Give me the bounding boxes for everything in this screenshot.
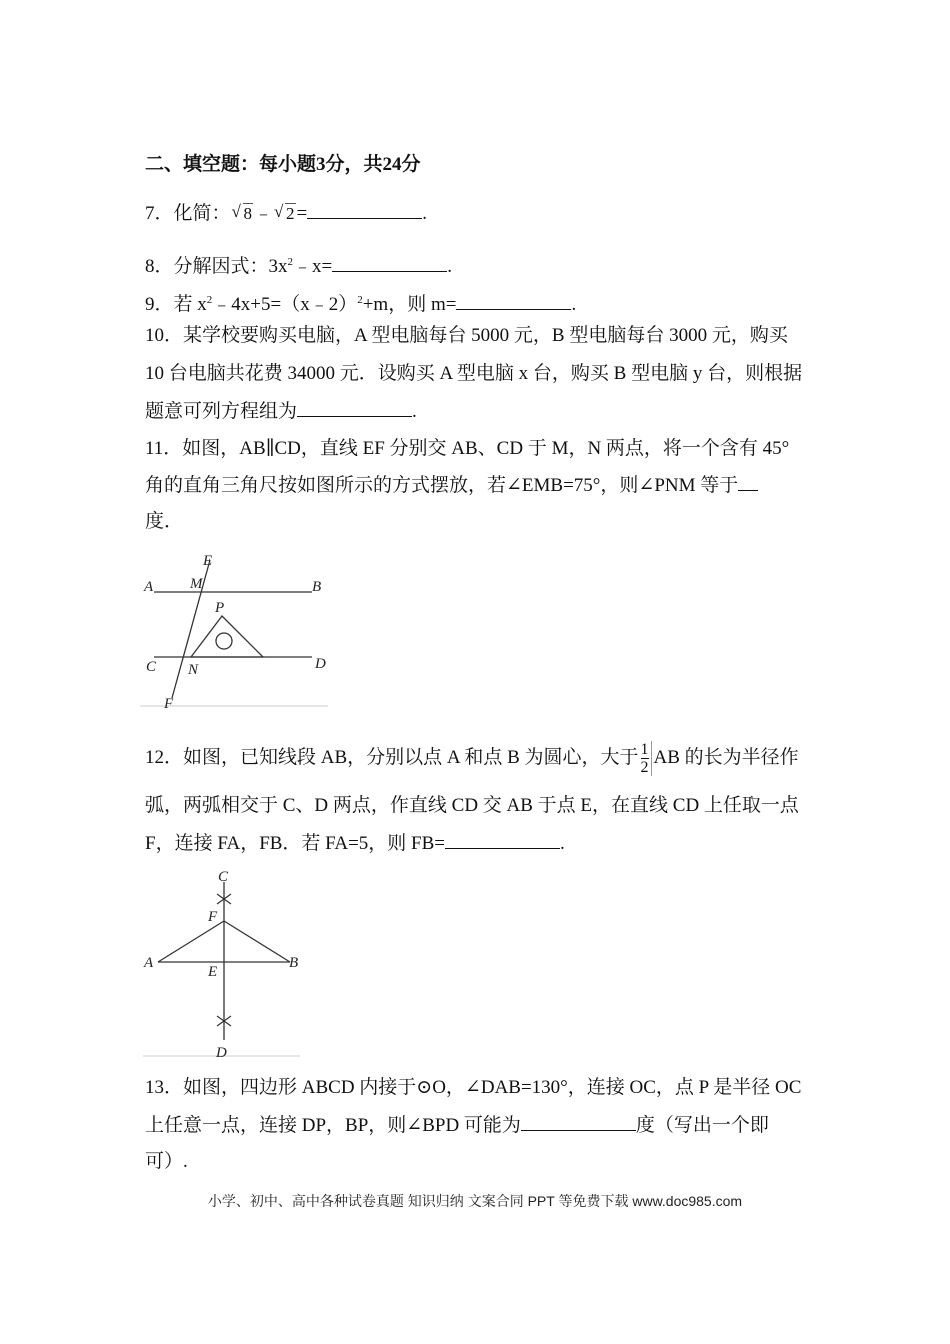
q7-minus: ﹣: [254, 203, 274, 224]
question-10-line-1: 10．某学校要购买电脑，A 型电脑每台 5000 元，B 型电脑每台 3000 元，购买: [145, 325, 788, 346]
q13-line2-rest: 度（写出一个即: [635, 1115, 769, 1136]
q12-line1-text: 12．如图，已知线段 AB，分别以点 A 和点 B 为圆心，大于: [145, 746, 639, 768]
question-11-line-1: 11．如图，AB∥CD，直线 EF 分别交 AB、CD 于 M，N 两点，将一个含有 45°: [145, 438, 790, 459]
question-13-line-3: 可）.: [145, 1151, 188, 1172]
q7-prefix: 7．化简：: [145, 203, 231, 224]
label-e: E: [203, 553, 213, 569]
q12-line1-rest: AB 的长为半径作: [653, 746, 799, 768]
q10-end: .: [412, 401, 417, 422]
q9-exponent: 2: [206, 294, 213, 306]
q8-exponent: 2: [287, 256, 294, 268]
q9-end: .: [571, 294, 577, 315]
answer-blank-7[interactable]: [307, 200, 422, 219]
label-d: D: [216, 1045, 227, 1061]
q9-prefix: 9．若 x: [145, 294, 207, 315]
question-7: [145, 200, 427, 227]
label-b: B: [312, 579, 322, 595]
sqrt-2: √ 2: [274, 202, 295, 223]
label-f: F: [208, 909, 218, 925]
label-e: E: [208, 964, 218, 980]
label-a: A: [144, 579, 154, 595]
q7-equals: =: [296, 203, 308, 224]
label-a: A: [144, 955, 154, 971]
label-c: C: [146, 659, 157, 675]
answer-blank-10[interactable]: [297, 398, 412, 417]
section-title: 二、填空题：每小题3分，共24分: [145, 154, 421, 175]
footer-watermark: 小学、初中、高中各种试卷真题 知识归纳 文案合同 PPT 等免费下载 www.doc985.com: [207, 1193, 743, 1209]
label-p: P: [215, 600, 225, 616]
question-10-line-3: [145, 398, 417, 425]
question-11-line-3: 度．: [145, 511, 184, 532]
label-m: M: [190, 576, 203, 592]
answer-blank-8[interactable]: [332, 253, 447, 272]
label-d: D: [315, 656, 326, 672]
sqrt-8: √ 8: [231, 202, 253, 223]
segment-fb: [224, 921, 290, 962]
q12-line3-text: F，连接 FA，FB．若 FA=5，则 FB=: [145, 833, 445, 854]
question-12-line-2: 弧，两弧相交于 C、D 两点，作直线 CD 交 AB 于点 E，在直线 CD 上任取一点: [145, 795, 799, 816]
label-n: N: [188, 662, 199, 678]
q8-end: .: [447, 256, 452, 277]
q9-rest: +m，则 m=: [362, 294, 457, 315]
q11-line2-text: 角的直角三角尺按如图所示的方式摆放，若∠EMB=75°，则∠PNM 等于: [145, 475, 739, 496]
figure-q11: [140, 548, 330, 710]
question-12-line-3: [145, 830, 565, 857]
q12-end: .: [559, 833, 565, 854]
fraction-one-half: $\frac{1}{2}$: [641, 741, 652, 776]
segment-fa: [158, 921, 224, 962]
triangle-ruler: [191, 616, 263, 657]
question-12-line-1: [145, 741, 799, 776]
label-f: F: [164, 696, 174, 710]
q9-mid: ﹣4x+5=（x﹣2）: [212, 294, 358, 315]
ruler-hole: [216, 633, 232, 649]
answer-blank-11[interactable]: [738, 472, 758, 491]
q13-line2-text: 上任意一点，连接 DP，BP，则∠BPD 可能为: [145, 1115, 521, 1136]
question-8: [145, 249, 452, 280]
answer-blank-9[interactable]: [456, 291, 571, 310]
q8-rest: ﹣x=: [293, 256, 333, 277]
answer-blank-12[interactable]: [445, 830, 560, 849]
question-13-line-2: [145, 1112, 769, 1139]
q9-exponent-2: 2: [357, 294, 363, 306]
label-c: C: [218, 869, 229, 885]
q8-prefix: 8．分解因式：3x: [145, 256, 288, 277]
answer-blank-13[interactable]: [521, 1112, 636, 1131]
q7-end: .: [422, 203, 427, 224]
question-11-line-2: [145, 472, 758, 499]
label-b: B: [289, 955, 299, 971]
question-10-line-2: 10 台电脑共花费 34000 元．设购买 A 型电脑 x 台，购买 B 型电脑 y 台，则根据: [145, 363, 803, 384]
question-13-line-1: 13．如图，四边形 ABCD 内接于⊙O，∠DAB=130°，连接 OC，点 P 是半径 OC: [145, 1077, 802, 1098]
figure-q12: [140, 866, 305, 1062]
question-9: [145, 287, 576, 318]
q10-line3-text: 题意可列方程组为: [145, 401, 298, 422]
